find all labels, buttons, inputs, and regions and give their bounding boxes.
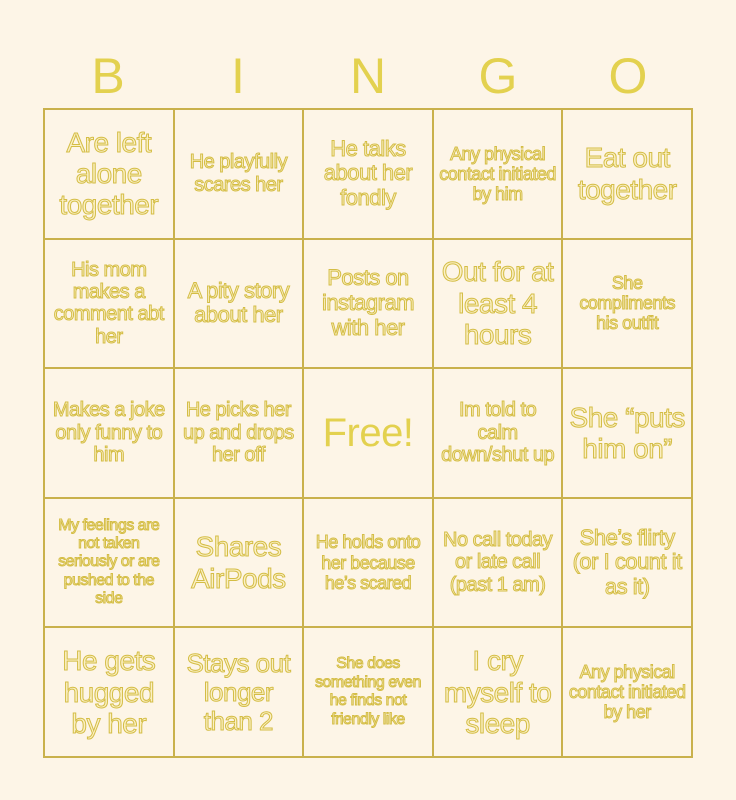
header-letter-o: O <box>608 48 648 104</box>
bingo-board <box>43 108 693 758</box>
bingo-cell[interactable]: Eat out together <box>562 109 692 239</box>
bingo-cell[interactable]: He playfully scares her <box>174 109 304 239</box>
bingo-cell[interactable]: Makes a joke only funny to him <box>44 368 174 498</box>
bingo-cell[interactable]: Stays out longer than 2 <box>174 627 304 757</box>
bingo-cell[interactable]: He gets hugged by her <box>44 627 174 757</box>
header-letter-g: G <box>478 48 518 104</box>
bingo-header <box>43 48 693 104</box>
header-letter-n: N <box>349 48 387 104</box>
bingo-cell[interactable]: Any physical contact initiated by him <box>433 109 563 239</box>
free-space[interactable]: Free! <box>303 368 433 498</box>
header-letter-b: B <box>91 48 125 104</box>
bingo-cell[interactable]: She compliments his outfit <box>562 239 692 369</box>
bingo-cell[interactable]: Are left alone together <box>44 109 174 239</box>
bingo-cell[interactable]: Out for at least 4 hours <box>433 239 563 369</box>
header-letter-i: I <box>231 48 245 104</box>
bingo-cell[interactable]: My feelings are not taken seriously or are pushed to the side <box>44 498 174 628</box>
bingo-cell[interactable]: He holds onto her because he’s scared <box>303 498 433 628</box>
bingo-cell[interactable]: He talks about her fondly <box>303 109 433 239</box>
bingo-cell[interactable]: She’s flirty (or I count it as it) <box>562 498 692 628</box>
bingo-cell[interactable]: A pity story about her <box>174 239 304 369</box>
bingo-cell[interactable]: He picks her up and drops her off <box>174 368 304 498</box>
bingo-cell[interactable]: She “puts him on” <box>562 368 692 498</box>
bingo-cell[interactable]: I cry myself to sleep <box>433 627 563 757</box>
bingo-cell[interactable]: No call today or late call (past 1 am) <box>433 498 563 628</box>
bingo-cell[interactable]: Shares AirPods <box>174 498 304 628</box>
bingo-cell[interactable]: Posts on instagram with her <box>303 239 433 369</box>
bingo-cell[interactable]: His mom makes a comment abt her <box>44 239 174 369</box>
bingo-cell[interactable]: Any physical contact initiated by her <box>562 627 692 757</box>
bingo-cell[interactable]: Im told to calm down/shut up <box>433 368 563 498</box>
bingo-cell[interactable]: She does something even he finds not friendly like <box>303 627 433 757</box>
